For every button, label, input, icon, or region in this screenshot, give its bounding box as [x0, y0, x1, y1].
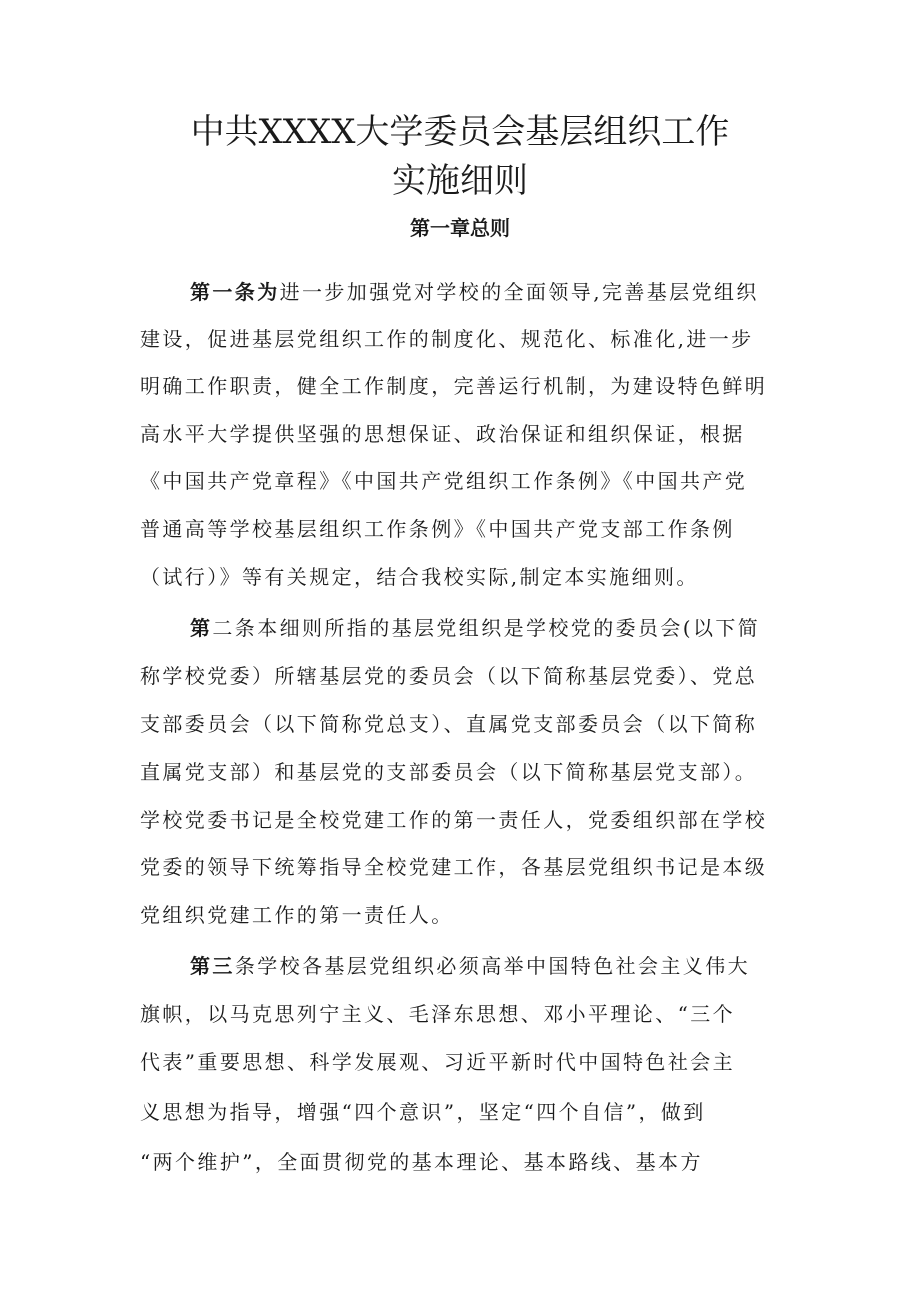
- article-1-lead-word: 为: [257, 280, 280, 304]
- article-3-label: 第三: [190, 954, 235, 978]
- article-3-line-2: 旗帜，以马克思列宁主义、毛泽东思想、邓小平理论、“三个: [140, 1002, 736, 1026]
- document-title-line-2: 实施细则: [392, 161, 528, 201]
- article-1-line-6: 普通高等学校基层组织工作条例》《中国共产党支部工作条例: [140, 517, 735, 541]
- article-1-text: 进一步加强党对学校的全面领导,完善基层党组织: [279, 280, 759, 304]
- article-2-line-5: 学校党委书记是全校党建工作的第一责任人，党委组织部在学校: [140, 808, 768, 832]
- article-3-line-1: [190, 952, 750, 980]
- article-1-line-7: （试行）》等有关规定，结合我校实际,制定本实施细则。: [140, 565, 699, 589]
- article-1-line-5: 《中国共产党章程》《中国共产党组织工作条例》《中国共产党: [140, 469, 748, 493]
- article-3-text: 条学校各基层党组织必须高举中国特色社会主义伟大: [234, 954, 751, 978]
- article-3-line-5: “两个维护”，全面贯彻党的基本理论、基本路线、基本方: [140, 1150, 703, 1174]
- article-1-line-1: [190, 278, 759, 306]
- article-2-line-7: 党组织党建工作的第一责任人。: [140, 903, 454, 927]
- article-3-line-4: 义思想为指导，增强“四个意识”，坚定“四个自信”，做到: [140, 1100, 706, 1124]
- article-1-label: 第一条: [190, 280, 258, 304]
- article-2-text: 二条本细则所指的基层党组织是学校党的委员会(以下简: [212, 616, 761, 640]
- document-title-line-1: 中共XXXX大学委员会基层组织工作: [190, 112, 730, 152]
- article-1-line-2: 建设，促进基层党组织工作的制度化、规范化、标准化,进一步: [140, 327, 754, 351]
- article-1-line-3: 明确工作职责，健全工作制度，完善运行机制，为建设特色鲜明: [140, 374, 768, 398]
- article-2-line-2: 称学校党委）所辖基层党的委员会（以下简称基层党委）、党总: [140, 664, 758, 688]
- article-2-line-4: 直属党支部）和基层党的支部委员会（以下简称基层党支部）。: [140, 760, 758, 784]
- chapter-heading: 第一章总则: [410, 216, 510, 240]
- article-2-line-3: 支部委员会（以下简称党总支）、直属党支部委员会（以下简称: [140, 712, 758, 736]
- article-3-line-3: 代表”重要思想、科学发展观、习近平新时代中国特色社会主: [140, 1050, 736, 1074]
- article-2-label: 第: [190, 616, 213, 640]
- article-1-line-4: 高水平大学提供坚强的思想保证、政治保证和组织保证，根据: [140, 422, 745, 446]
- article-2-line-6: 党委的领导下统筹指导全校党建工作，各基层党组织书记是本级: [140, 855, 768, 879]
- article-2-line-1: [190, 614, 760, 642]
